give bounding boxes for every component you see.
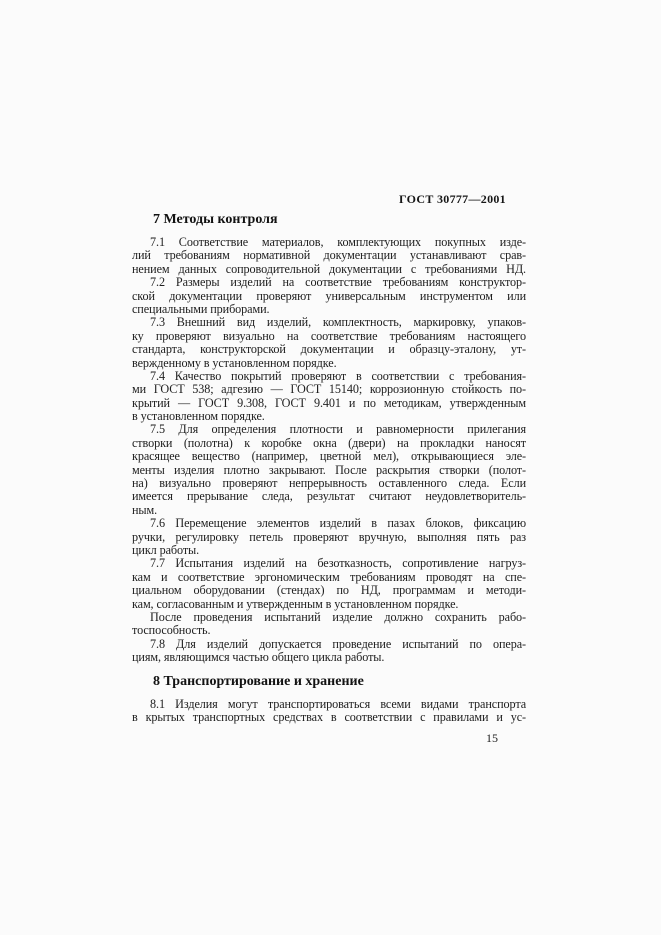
document-body <box>132 212 526 724</box>
text-line: красящее вещество (например, цветной мел), открывающиеся эле- <box>132 450 526 464</box>
text-line: 8.1 Изделия могут транспортироваться всеми видами транспорта <box>150 697 526 711</box>
text-line: ской документации проверяют универсальным инструментом или <box>132 289 526 303</box>
text-line: 7.1 Соответствие материалов, комплектующих покупных изде- <box>150 236 526 249</box>
paragraph <box>132 423 526 517</box>
section-heading: 7 Методы контроля <box>153 212 278 227</box>
paragraph <box>132 557 526 611</box>
paragraph <box>132 517 526 557</box>
text-line: 7.5 Для определения плотности и равномерности прилегания <box>150 423 526 437</box>
text-line: на) визуально проверяют непрерывность оставленного следа. Если <box>132 477 526 491</box>
text-line: 7.3 Внешний вид изделий, комплектность, маркировку, упаков- <box>150 316 526 330</box>
text-line: имеется прерывание следа, результат считают неудовлетворитель- <box>132 490 526 504</box>
text-line: циальном оборудовании (стендах) по НД, программам и методи- <box>132 584 526 598</box>
text-line: 7.6 Перемещение элементов изделий в пазах блоков, фиксацию <box>150 517 526 531</box>
text-line: тоспособность. <box>132 624 211 638</box>
text-line: в крытых транспортных средствах в соответствии с правилами и ус- <box>132 710 526 724</box>
text-line: кам и соответствие эргономическим требованиям проводят на спе- <box>132 570 526 584</box>
paragraph <box>132 316 526 370</box>
text-line: нением данных сопроводительной документации с требованиями НД. <box>132 262 526 276</box>
paragraph <box>132 370 526 424</box>
text-line: специальными приборами. <box>132 302 270 316</box>
text-line: ку проверяют визуально на соответствие требованиям настоящего <box>132 329 526 343</box>
text-line: кам, согласованным и утвержденным в установленном порядке. <box>132 597 459 611</box>
paragraph <box>132 698 526 725</box>
text-line: крытий — ГОСТ 9.308, ГОСТ 9.401 и по методикам, утвержденным <box>132 396 526 410</box>
text-line: 7.8 Для изделий допускается проведение испытаний по опера- <box>150 637 526 651</box>
text-line: 7.7 Испытания изделий на безотказность, сопротивление нагруз- <box>150 557 526 571</box>
text-line: После проведения испытаний изделие должно сохранить рабо- <box>150 610 526 624</box>
running-header-document-code: ГОСТ 30777—2001 <box>399 192 506 206</box>
text-line: менты изделия плотно закрывают. После раскрытия створки (полот- <box>132 463 526 477</box>
text-line: циям, являющимся частью общего цикла работы. <box>132 651 385 665</box>
text-line: стандарта, конструкторской документации и образцу-эталону, ут- <box>132 343 526 357</box>
text-line: ным. <box>132 503 158 517</box>
text-line: цикл работы. <box>132 543 200 557</box>
text-line: вержденному в установленном порядке. <box>132 356 337 370</box>
paragraph <box>132 611 526 638</box>
text-line: лий требованиям нормативной документации устанавливают срав- <box>132 249 526 263</box>
text-line: 7.4 Качество покрытий проверяют в соответствии с требования- <box>150 369 526 383</box>
paragraph <box>132 276 526 316</box>
text-line: 7.2 Размеры изделий на соответствие требованиям конструктор- <box>150 276 526 290</box>
section-heading: 8 Транспортирование и хранение <box>153 673 364 689</box>
text-line: ми ГОСТ 538; адгезию — ГОСТ 15140; коррозионную стойкость по- <box>132 383 526 397</box>
text-line: в установленном порядке. <box>132 410 265 424</box>
paragraph <box>132 236 526 276</box>
page-number: 15 <box>486 731 498 745</box>
text-line: створки (полотна) к коробке окна (двери) на прокладки наносят <box>132 436 526 450</box>
paragraph <box>132 638 526 665</box>
text-line: ручки, регулировку петель проверяют вручную, выполняя пять раз <box>132 530 526 544</box>
